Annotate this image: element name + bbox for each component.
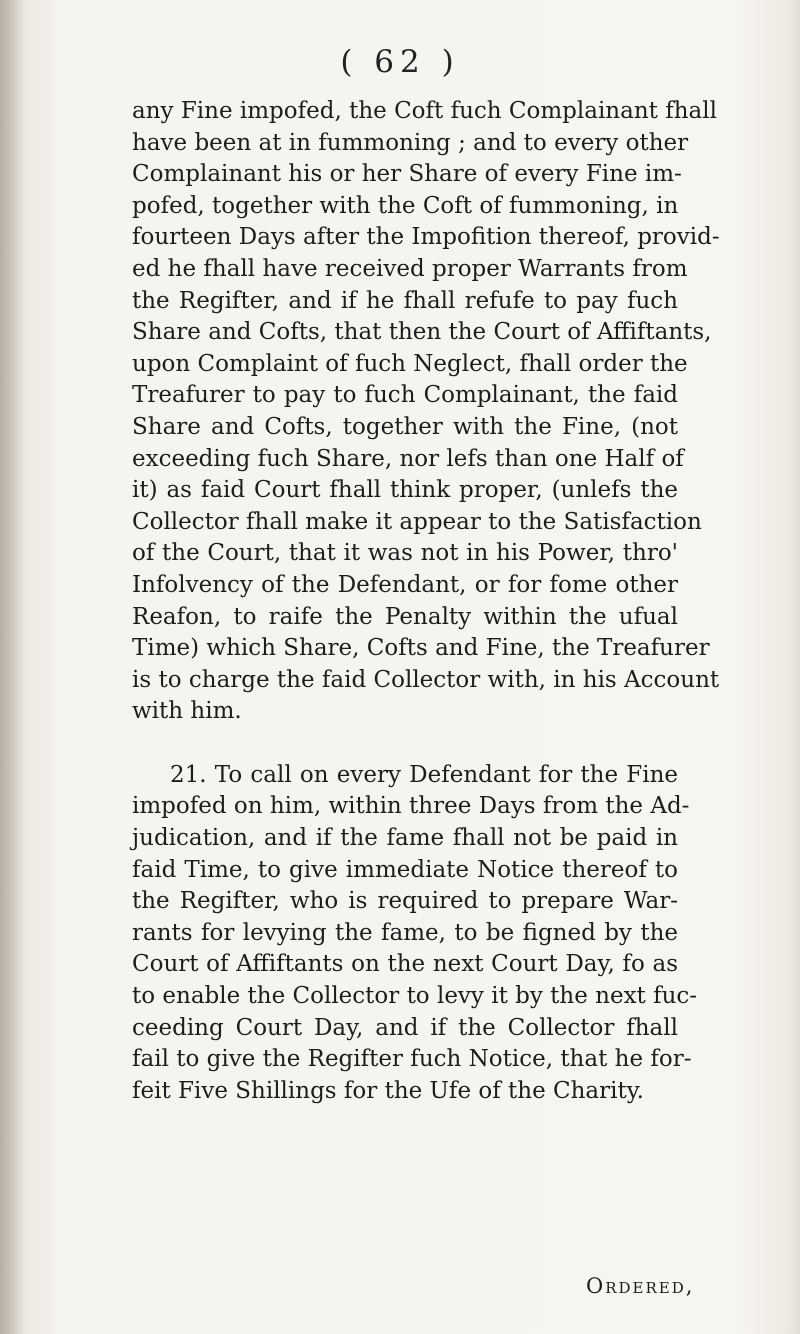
text-line: Complainant his or her Share of every Fine im- (132, 161, 682, 188)
text-line: impofed on him, within three Days from the Ad- (132, 793, 690, 820)
text-line: with him. (132, 698, 242, 725)
catchword: Ordered, (586, 1274, 695, 1298)
text-line: the Regifter, who is required to prepare War- (132, 888, 678, 915)
text-line: Court of Affiftants on the next Court Day, fo as (132, 951, 678, 978)
text-line: judication, and if the fame fhall not be paid in (132, 825, 678, 852)
body-text (132, 96, 720, 1107)
text-line: fourteen Days after the Impofition thereof, provid- (132, 224, 720, 251)
text-line: the Regifter, and if he fhall refufe to pay fuch (132, 287, 678, 314)
text-line: fail to give the Regifter fuch Notice, that he for- (132, 1046, 692, 1073)
paragraph-gap (132, 728, 678, 760)
text-line: is to charge the faid Collector with, in his Account (132, 666, 720, 693)
text-line: any Fine impofed, the Coft fuch Complainant fhall (132, 98, 717, 124)
paragraph-21 (132, 760, 698, 1108)
text-line: pofed, together with the Coft of fummoning, in (132, 192, 679, 219)
text-line: upon Complaint of fuch Neglect, fhall order the (132, 350, 688, 377)
text-line: ceeding Court Day, and if the Collector fhall (132, 1014, 678, 1041)
text-line: ed he fhall have received proper Warrants from (132, 255, 688, 282)
text-line: feit Five Shillings for the Ufe of the Charity. (132, 1077, 644, 1104)
text-line: Time) which Share, Cofts and Fine, the Treafurer (132, 635, 710, 662)
text-line: have been at in fummoning ; and to every other (132, 129, 689, 156)
page-edge-shadow (0, 0, 26, 1334)
text-line: Reafon, to raife the Penalty within the ufual (132, 603, 678, 630)
text-line: rants for levying the fame, to be figned by the (132, 919, 678, 946)
text-line: to enable the Collector to levy it by the next fuc- (132, 983, 698, 1010)
text-line: it) as faid Court fhall think proper, (unlefs the (132, 477, 678, 504)
paragraph-continuation (132, 96, 720, 728)
text-line: Share and Cofts, together with the Fine, (not (132, 413, 678, 440)
text-line: 21. To call on every Defendant for the Fine (170, 761, 678, 788)
text-line: Treafurer to pay to fuch Complainant, the faid (132, 382, 678, 409)
text-line: Collector fhall make it appear to the Satisfaction (132, 508, 702, 535)
text-line: of the Court, that it was not in his Power, thro' (132, 540, 678, 567)
text-line: Infolvency of the Defendant, or for fome other (132, 571, 678, 598)
page-number: ( 62 ) (340, 44, 460, 80)
text-line: faid Time, to give immediate Notice thereof to (132, 856, 678, 883)
text-line: exceeding fuch Share, nor lefs than one Half of (132, 445, 684, 472)
text-line: Share and Cofts, that then the Court of Affiftants, (132, 319, 712, 346)
